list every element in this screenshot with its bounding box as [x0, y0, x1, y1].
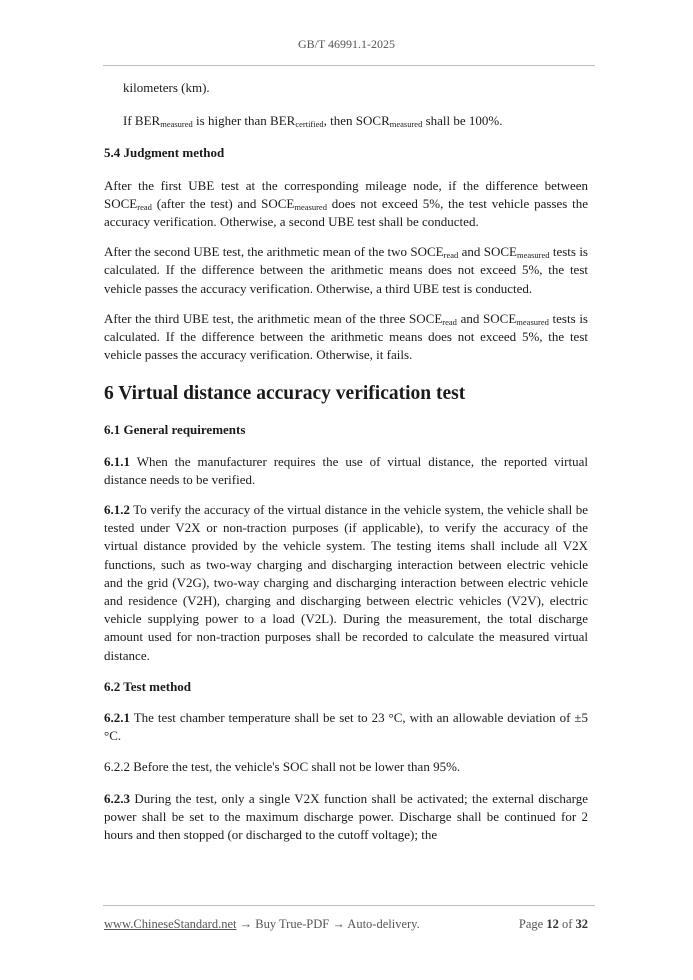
heading-6-2: 6.2 Test method: [104, 678, 192, 694]
arrow-icon: →: [239, 917, 253, 931]
page-footer: [104, 917, 588, 932]
paragraph-6-1-1: 6.1.1 When the manufacturer requires the use of virtual distance, the reported virtual distance needs to be verified.: [104, 453, 588, 487]
footer-divider: [103, 905, 595, 906]
header-divider: [103, 65, 595, 66]
paragraph-third-ube: After the third UBE test, the arithmetic mean of the three $SOCE_{read}$ and $SOCE_{measured}$ tests is calculated. If the difference between the arithmetic means does not exceed 5%, the test vehicle passes the accuracy verification. Otherwise, it fails.: [104, 310, 588, 363]
heading-6-1: 6.1 General requirements: [104, 422, 246, 438]
heading-section-6: 6 Virtual distance accuracy verification test: [104, 383, 466, 405]
document-header: GB/T 46991.1-2025: [297, 37, 396, 51]
paragraph-first-ube: After the first UBE test at the corresponding mileage node, if the difference between $SOCE_{read}$ (after the test) and $SOCE_{measured}$ does not exceed 5%, the test vehicle passes the accuracy verification. Otherwise, a second UBE test shall be conducted.: [104, 177, 588, 230]
paragraph-kilometers: kilometers (km).: [123, 80, 210, 95]
paragraph-6-2-3: 6.2.3 During the test, only a single V2X function shall be activated; the external discharge power shall be set to the maximum discharge power. Discharge shall be continued for 2 hours and then stopped (or discharged to the cutoff voltage); the: [104, 790, 588, 843]
paragraph-6-2-1: 6.2.1 The test chamber temperature shall be set to 23 °C, with an allowable deviation of ±5 °C.: [104, 710, 588, 744]
paragraph-ber: If $BER_{measured}$ is higher than $BER_{certified}$, then $SOCR_{measured}$ shall be 100%.: [123, 113, 503, 130]
paragraph-6-2-2: 6.2.2 Before the test, the vehicle's SOC shall not be lower than 95%.: [104, 759, 461, 775]
heading-5-4: 5.4 Judgment method: [104, 145, 225, 161]
arrow-icon: →: [332, 917, 345, 931]
paragraph-6-1-2: 6.1.2 To verify the accuracy of the virtual distance in the vehicle system, the vehicle shall be tested under V2X or non-traction purposes (if applicable), to verify the accuracy of the virtual distance provided by the vehicle system. The testing items shall include all V2X functions, such as two-way charging and discharging interaction between electric vehicle and the grid (V2G), two-way charging and discharging interaction between electric vehicle and residence (V2H), charging and discharging between electric vehicles (V2V), electric vehicle supplying power to a load (V2L). During the measurement, the total discharge amount used for non-traction purposes shall be recorded to calculate the measured virtual distance.: [104, 502, 588, 663]
footer-link[interactable]: www.ChineseStandard.net: [104, 917, 237, 931]
footer-promo: www.ChineseStandard.net → Buy True-PDF → Auto-delivery.: [104, 917, 420, 931]
page-body: [104, 79, 588, 844]
page-number: Page 12 of 32: [518, 917, 588, 931]
paragraph-second-ube: After the second UBE test, the arithmetic mean of the two $SOCE_{read}$ and $SOCE_{measured}$ tests is calculated. If the difference between the arithmetic means does not exceed 5%, the test vehicle passes the accuracy verification. Otherwise, a third UBE test is conducted.: [104, 244, 588, 296]
